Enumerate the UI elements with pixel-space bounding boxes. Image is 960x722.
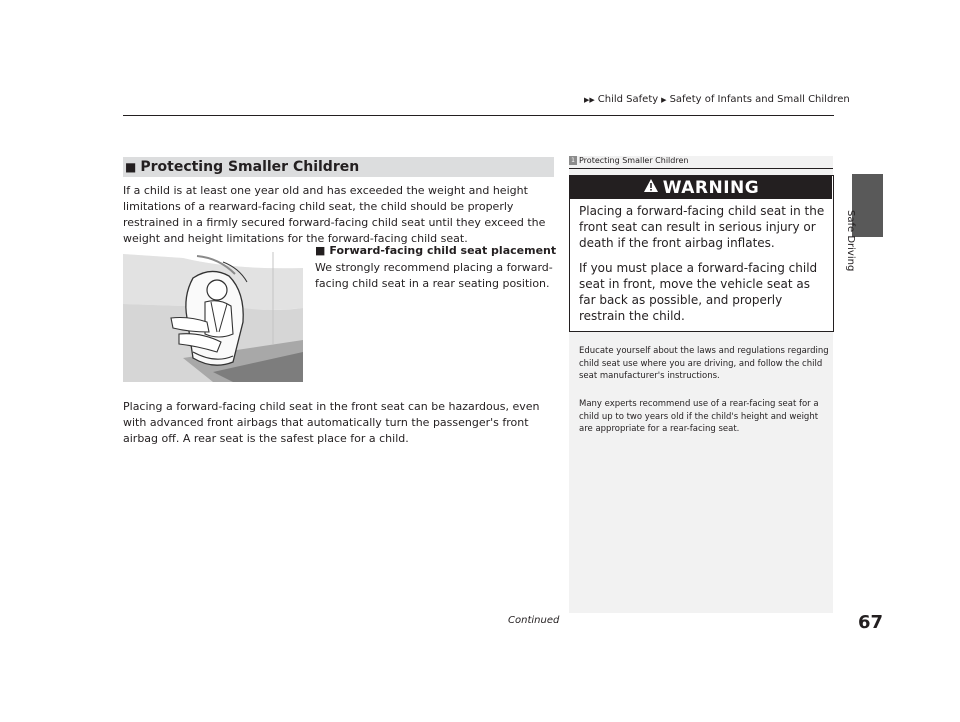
breadcrumb xyxy=(584,94,850,105)
reference-number-badge: 1 xyxy=(569,156,577,165)
warning-header xyxy=(570,176,832,199)
subsection-paragraph: We strongly recommend placing a forward-facing child seat in a rear seating position. xyxy=(315,261,553,290)
subsection-heading xyxy=(315,244,556,257)
section-marker-icon: ■ xyxy=(125,160,137,174)
breadcrumb-arrow-icon: ▶ xyxy=(661,95,667,104)
header-divider xyxy=(123,115,834,116)
section-title: Protecting Smaller Children xyxy=(140,159,360,175)
warning-triangle-icon xyxy=(643,178,659,198)
sidebar-experts-note: Many experts recommend use of a rear-facing seat for a child up to two years old if the child's height and weight are appropriate for a rear-facing seat. xyxy=(579,399,819,434)
sidebar-divider xyxy=(569,168,833,169)
intro-paragraph: If a child is at least one year old and has exceeded the weight and height limitations of a rearward-facing child seat, the child should be properly restrained in a firmly secured forward-facing child seat until they exceed the weight and height limitations for the forward-facing child seat. xyxy=(123,184,546,245)
chapter-tab-marker xyxy=(852,174,883,237)
continued-label: Continued xyxy=(508,615,560,626)
chapter-label[interactable]: Safe Driving xyxy=(845,210,856,272)
page-number: 67 xyxy=(858,612,884,633)
child-seat-illustration xyxy=(123,248,303,382)
breadcrumb-item-child-safety[interactable]: Child Safety xyxy=(597,94,659,105)
breadcrumb-item-infants[interactable]: Safety of Infants and Small Children xyxy=(669,94,850,105)
sidebar-reference-title: Protecting Smaller Children xyxy=(579,156,689,165)
sidebar-reference xyxy=(569,156,833,165)
front-seat-paragraph: Placing a forward-facing child seat in the front seat can be hazardous, even with advanced front airbags that automatically turn the passenger's front airbag off. A rear seat is the safest place for a child. xyxy=(123,400,540,445)
section-heading xyxy=(123,157,554,177)
warning-text-seat-position: If you must place a forward-facing child seat in front, move the vehicle seat as far back as possible, and properly restrain the child. xyxy=(579,261,818,323)
breadcrumb-arrow-icon: ▶▶ xyxy=(584,95,595,104)
subsection-marker-icon: ■ xyxy=(315,244,326,257)
warning-text-front-airbag: Placing a forward-facing child seat in the front seat can result in serious injury or death if the front airbag inflates. xyxy=(579,204,825,250)
subsection-title: Forward-facing child seat placement xyxy=(329,244,557,257)
warning-title: WARNING xyxy=(662,177,760,198)
sidebar-laws-note: Educate yourself about the laws and regulations regarding child seat use where you are driving, and follow the child seat manufacturer's instructions. xyxy=(579,346,829,381)
